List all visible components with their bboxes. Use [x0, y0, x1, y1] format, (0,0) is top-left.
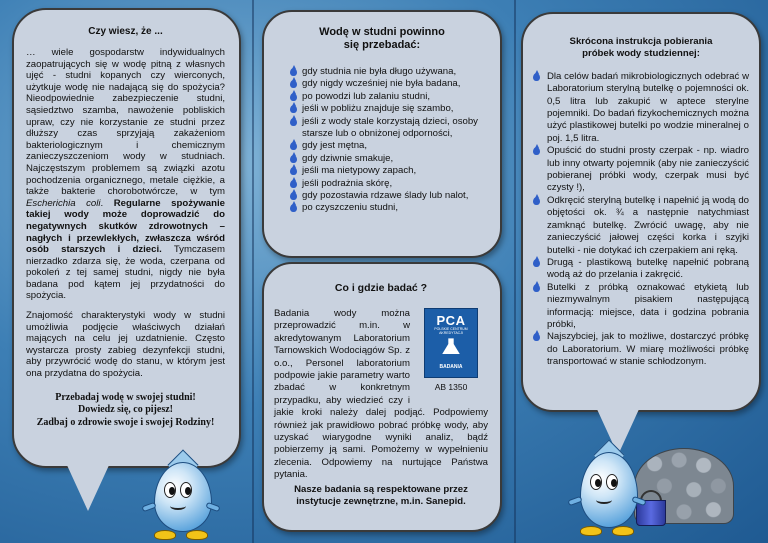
what-and-where-text: Badania wody można przeprowadzić m.in. w akredytowanym Laboratorium Tarnowskich Wodociągów Sp. z o.o., Personel laboratorium podpowie jakie parametry warto zbadać w konkretnym przypadku, aby wiedzieć czy i jakie kroki należy dalej podjąć. Podpowiemy również jak prawidłowo pobrać próbkę wody, aby uzyskać wiarygodne wyniki analiz, bądź pobierzemy ją sami. Pomożemy w wypełnieniu zlecenia. Odpowiemy na nurtujące Państwa pytania. [274, 308, 488, 481]
did-you-know-paragraph [26, 47, 225, 302]
closing-slogan [26, 392, 225, 430]
list-item [290, 140, 488, 152]
list-item-text: Drugą - plastikową butelkę napełnić pobraną wodą aż do przelania i zakręcić. [547, 256, 749, 281]
list-item-text: jeśli w pobliżu znajduje się szambo, [302, 103, 454, 115]
logo-band: BADANIA [439, 363, 463, 370]
list-item-text: gdy studnia nie była długo używana, [302, 66, 457, 77]
did-you-know-bubble [12, 8, 241, 468]
water-drop-bullet-icon [290, 167, 297, 175]
flask-icon [442, 338, 460, 354]
water-drop-bullet-icon [533, 284, 540, 292]
list-item [290, 165, 488, 177]
water-drop-bullet-icon [533, 333, 540, 341]
accreditation-number: AB 1350 [434, 382, 468, 392]
list-item [290, 91, 488, 103]
water-drop-bullet-icon [290, 142, 297, 150]
bubble-tail [66, 463, 110, 511]
water-drop-bullet-icon [290, 204, 297, 212]
list-item [290, 78, 488, 90]
water-drop-bullet-icon [290, 155, 297, 163]
heading-line-1: Skrócona instrukcja pobierania [569, 36, 713, 47]
water-drop-bullet-icon [290, 105, 297, 113]
intro-text: … wiele gospodarstw indywidualnych zaopatrujących się w wodę pitną z własnych ujęć - studni kopanych czy wierconych, użytkuje wodę nie nadającą się do spożycia? Nieodpowiednie zabezpieczenie studni, sąsiedztwo szamba, nawożenie pobliskich upraw, czy nie korzystanie ze studni przez dłuższy czas sprzyjają zakażeniom bakteriologicznym i chemicznym zanieczyszczeniom wody w studniach. Najczęstszym problemem są związki azotu pochodzenia organicznego, metale ciężkie, a także bakterie chorobotwórcze, w tym [26, 47, 225, 198]
list-item-text: gdy dziwnie smakuje, [302, 152, 394, 164]
respected-by-institutions: Nasze badania są respektowane przez instytucje zewnętrzne, m.in. Sanepid. [294, 483, 468, 508]
list-item-text: po powodzi lub zalaniu studni, [302, 90, 431, 102]
did-you-know-heading: Czy wiesz, że ... [88, 26, 163, 37]
water-drop-bullet-icon [290, 93, 297, 101]
water-drop-bullet-icon [290, 192, 297, 200]
list-item-text: jeśli podrażnia skórę, [302, 177, 393, 189]
water-drop-mascot-left [148, 448, 218, 540]
slogan-line-1: Przebadaj wodę w swojej studni! [55, 391, 196, 403]
sampling-instructions-heading [533, 36, 749, 61]
logo-subtitle: POLSKIE CENTRUM AKREDYTACJI [434, 327, 468, 336]
list-item-text: Butelki z próbką oznakować etykietą lub niezmywalnym pisakiem następującą informacją: miejsce, data i godzina pobrania próbki, [547, 281, 749, 330]
list-item [533, 282, 749, 332]
water-drop-bullet-icon [533, 259, 540, 267]
list-item-text: gdy nigdy wcześniej nie była badana, [302, 78, 461, 90]
list-item [290, 116, 488, 141]
intro-text-end: Tymczasem nierzadko zdarza się, że woda, czerpana od pokoleń z tej samej studni, nigdy nie była badana pod kątem jej przydatności do spożycia. [26, 244, 226, 302]
when-to-test-heading [276, 26, 488, 52]
list-item-text: jeśli z wody stale korzystają dzieci, osoby starsze lub o obniżonej odporności, [302, 115, 478, 140]
intro-text-mid: . [100, 197, 114, 209]
list-item-text: Odkręcić sterylną butelkę i napełnić ją wodą do objętości ok. ¾ a następnie natychmiast zamknąć butelkę. Zwrócić uwagę, aby nie zanieczyścić jałowej części korka i szyjki butelki - nie dotykać ich czerpakiem ani ręką. [547, 194, 749, 256]
list-item-text: Najszybciej, jak to możliwe, dostarczyć próbkę do Laboratorium. W miarę możliwości próbkę transportować w stanie schłodzonym. [547, 331, 749, 368]
what-and-where-body [274, 308, 488, 482]
pca-accreditation-logo [418, 308, 484, 393]
health-warning: Regularne spożywanie takiej wody może doprowadzić do negatywnych skutków zdrowotnych – nagłych i przewlekłych, zwłaszcza wśród osób starszych i dzieci. [26, 197, 225, 256]
list-item [533, 257, 749, 282]
sampling-instructions-bubble [521, 12, 761, 412]
list-item [290, 178, 488, 190]
well-characteristics-paragraph: Znajomość charakterystyki wody w studni umożliwia podjęcie właściwych działań mających na celu jej uzdatnienie. Często wystarcza prosty zabieg dezynfekcji studni, aby przywrócić wodę do stanu, w którym jest ona przydatna do spożycia. [26, 310, 225, 380]
list-item-text: Opuścić do studni prosty czerpak - np. wiadro lub inny otwarty pojemnik (aby nie zanieczyścić pobieranej próbki wody, czerpak musi być czysty !), [547, 145, 749, 194]
when-to-test-bubble [262, 10, 502, 258]
water-drop-bullet-icon [533, 73, 540, 81]
list-item-text: Dla celów badań mikrobiologicznych odebrać w Laboratorium sterylną butelkę o pojemności ok. 0,5 litra lub zakupić w aptece sterylne pojemniki. Do badań fizykochemicznych można użyć plastikowej butelki po wodzie mineralnej o poj. 1,5 litra. [547, 70, 749, 144]
list-item [290, 66, 488, 78]
logo-letters: PCA [436, 313, 466, 328]
heading-line-2: się przebadać: [343, 39, 421, 51]
list-item [290, 103, 488, 115]
water-drop-bullet-icon [533, 197, 540, 205]
sampling-steps-list [533, 71, 749, 369]
list-item-text: gdy jest mętna, [302, 140, 368, 152]
pca-logo-icon [424, 308, 478, 378]
heading-line-2: próbek wody studziennej: [582, 48, 700, 60]
list-item [533, 145, 749, 195]
list-item-text: jeśli ma nietypowy zapach, [302, 165, 417, 177]
water-drop-bullet-icon [290, 68, 297, 76]
water-drop-bullet-icon [533, 147, 540, 155]
list-item [290, 153, 488, 165]
what-and-where-bubble [262, 262, 502, 532]
what-and-where-heading: Co i gdzie badać ? [334, 282, 428, 294]
list-item [533, 195, 749, 257]
list-item [290, 202, 488, 214]
list-item-text: gdy pozostawia rdzawe ślady lub nalot, [302, 190, 469, 202]
list-item [290, 190, 488, 202]
list-item-text: po czyszczeniu studni, [302, 202, 398, 214]
heading-line-1: Wodę w studni powinno [319, 26, 445, 38]
bacteria-name: Escherichia coli [26, 197, 101, 209]
list-item [533, 331, 749, 368]
water-drop-bullet-icon [290, 180, 297, 188]
list-item [533, 71, 749, 145]
slogan-line-3: Zadbaj o zdrowie swoje i swojej Rodziny! [36, 416, 215, 428]
water-drop-bullet-icon [290, 80, 297, 88]
water-drop-bullet-icon [290, 118, 297, 126]
water-drop-mascot-right [574, 438, 644, 538]
slogan-line-2: Dowiedz się, co pijesz! [78, 404, 173, 416]
when-to-test-list [276, 66, 488, 215]
